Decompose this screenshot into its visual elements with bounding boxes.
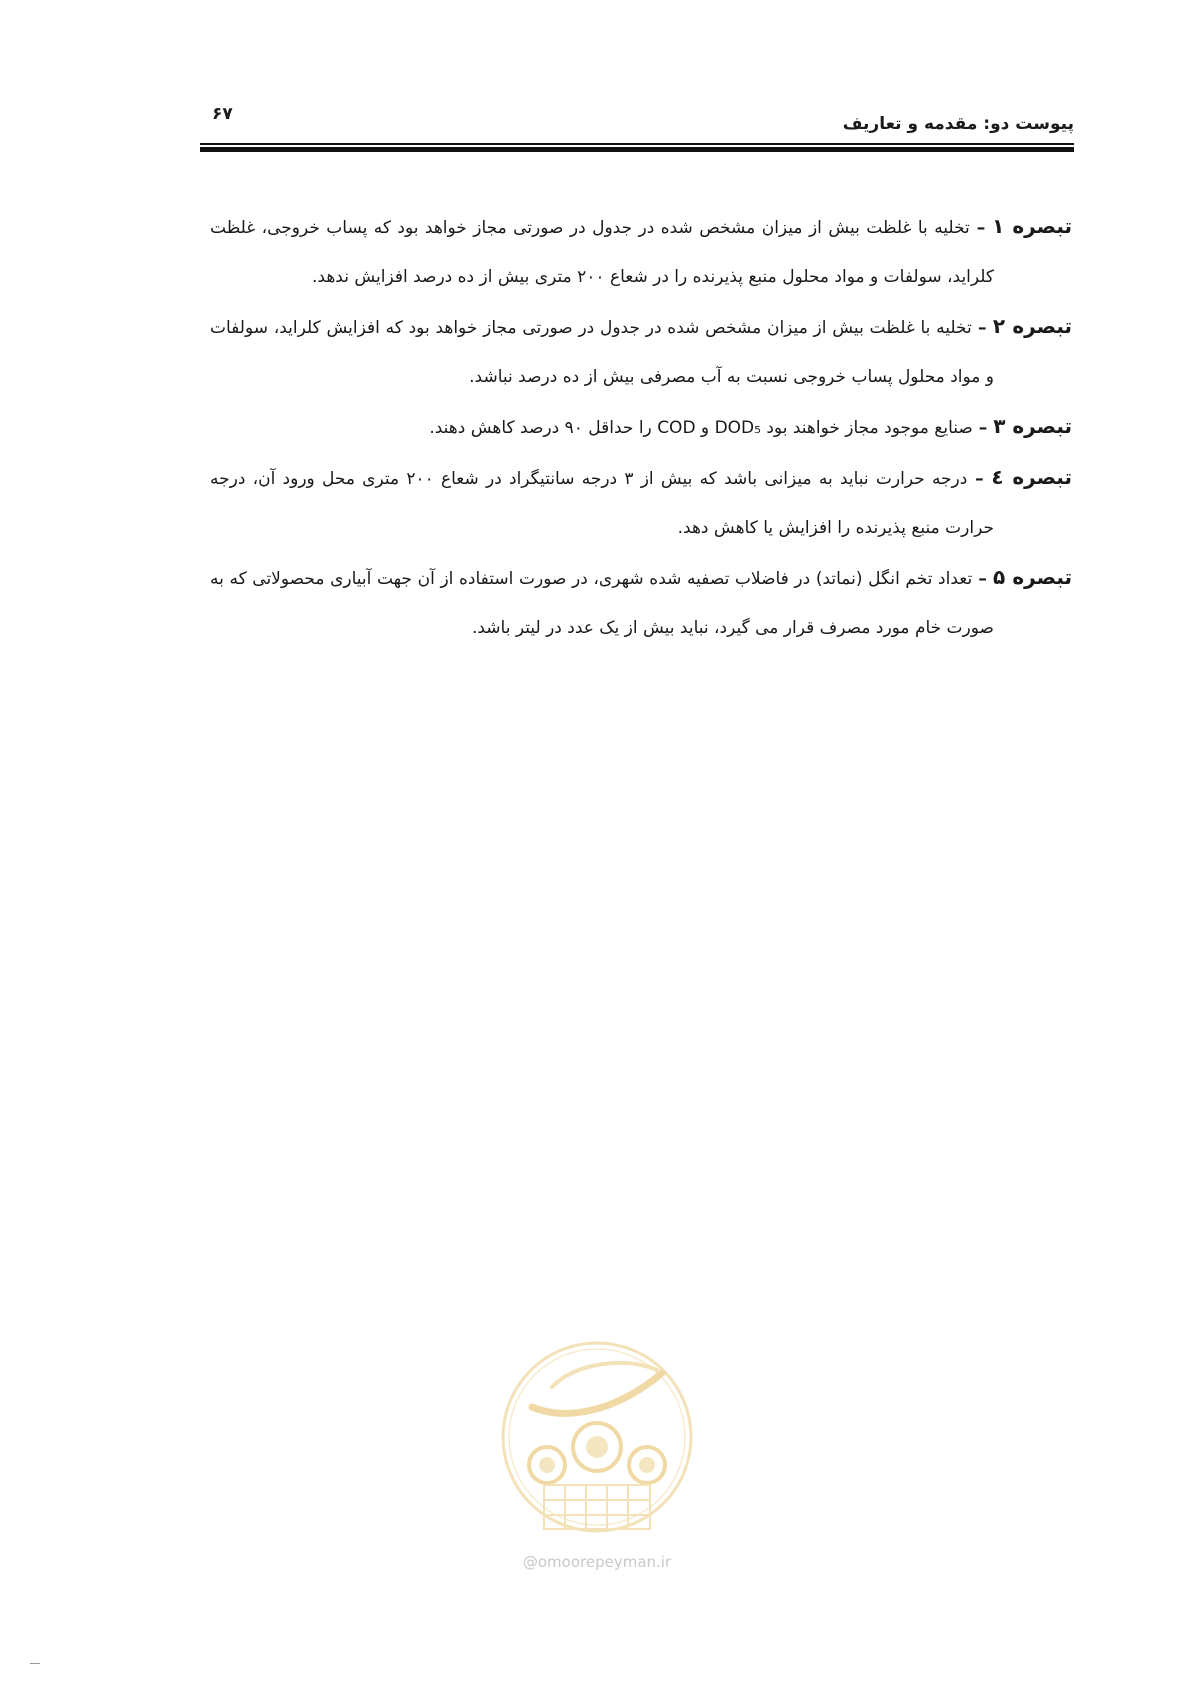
note-text: تخلیه با غلظت بیش از میزان مشخص شده در جدول در صورتی مجاز خواهد بود که افزایش کلراید، سولفات و مواد محلول پساب خروجی نسبت به آب مصرفی بیش از ده درصد نباشد. (210, 318, 994, 387)
watermark-logo (492, 1325, 702, 1575)
header-rule (200, 143, 1074, 153)
note-label: تبصره ۳ (993, 414, 1072, 438)
note-2: تبصره ۲ – تخلیه با غلظت بیش از میزان مشخص شده در جدول در صورتی مجاز خواهد بود که افزایش کلراید، سولفات و مواد محلول پساب خروجی نسبت به آب مصرفی بیش از ده درصد نباشد. (210, 314, 1073, 387)
note-text: درجه حرارت نباید به میزانی باشد که بیش از ۳ درجه سانتیگراد در شعاع ۲۰۰ متری محل ورود آن، درجه حرارت منبع پذیرنده را افزایش یا کاهش دهد. (210, 469, 994, 538)
note-3: تبصره ۳ – صنایع موجود مجاز خواهند بود DOD₅ و COD را حداقل ۹۰ درصد کاهش دهند. (429, 414, 1072, 438)
scan-mark (30, 1663, 40, 1664)
note-text: تخلیه با غلظت بیش از میزان مشخص شده در جدول در صورتی مجاز خواهد بود که پساب خروجی، غلظت کلراید، سولفات و مواد محلول منبع پذیرنده را در شعاع ۲۰۰ متری بیش از ده درصد افزایش ندهد. (210, 218, 994, 287)
running-header-title: پیوست دو: مقدمه و تعاریف (842, 114, 1074, 134)
header-rule-thick (200, 147, 1074, 152)
watermark-emblem-icon (492, 1325, 702, 1550)
note-label: تبصره ۱ (992, 214, 1073, 238)
watermark-url: @omoorepeyman.ir (522, 1553, 672, 1571)
note-label: تبصره ٤ (991, 465, 1072, 489)
note-text: تعداد تخم انگل (نماتد) در فاضلاب تصفیه شده شهری، در صورت استفاده از آن جهت آبیاری محصولاتی که به صورت خام مورد مصرف قرار می گیرد، نباید بیش از یک عدد در لیتر باشد. (210, 569, 994, 638)
notes-section (210, 202, 1072, 653)
note-text: صنایع موجود مجاز خواهند بود DOD₅ و COD را حداقل ۹۰ درصد کاهش دهند. (429, 418, 973, 438)
note-label: تبصره ۲ (992, 314, 1073, 338)
note-1: تبصره ۱ – تخلیه با غلظت بیش از میزان مشخص شده در جدول در صورتی مجاز خواهد بود که پساب خروجی، غلظت کلراید، سولفات و مواد محلول منبع پذیرنده را در شعاع ۲۰۰ متری بیش از ده درصد افزایش ندهد. (210, 214, 1073, 287)
note-4: تبصره ٤ – درجه حرارت نباید به میزانی باشد که بیش از ۳ درجه سانتیگراد در شعاع ۲۰۰ متری محل ورود آن، درجه حرارت منبع پذیرنده را افزایش یا کاهش دهد. (210, 465, 1072, 538)
page-number: ۶۷ (212, 104, 233, 124)
note-5: تبصره ۵ – تعداد تخم انگل (نماتد) در فاضلاب تصفیه شده شهری، در صورت استفاده از آن جهت آبیاری محصولاتی که به صورت خام مورد مصرف قرار می گیرد، نباید بیش از یک عدد در لیتر باشد. (210, 565, 1073, 638)
header-rule-thin (200, 143, 1074, 145)
page-header (200, 100, 1074, 140)
note-label: تبصره ۵ (992, 565, 1073, 589)
